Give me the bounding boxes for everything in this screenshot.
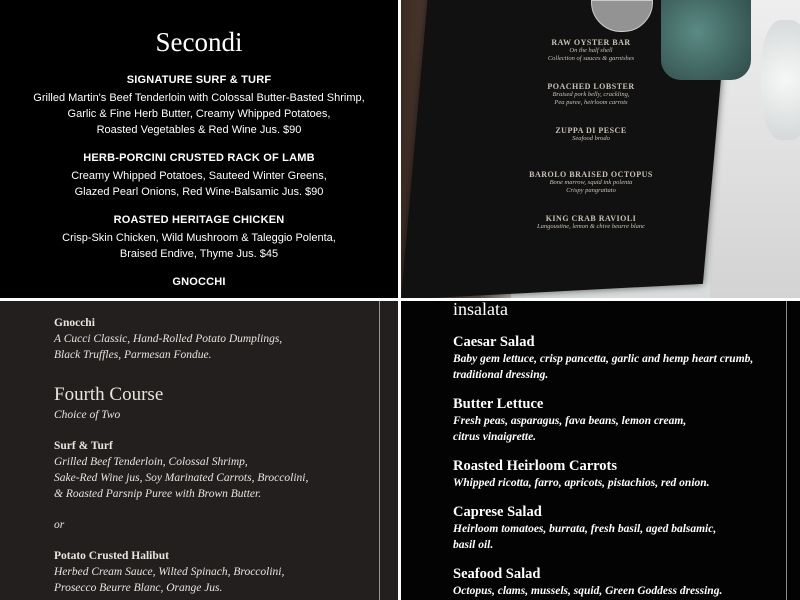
- fourth-course-panel: [0, 301, 398, 600]
- item-description: Pea puree, heirloom carrots: [554, 99, 628, 106]
- item-name: Surf & Turf: [54, 440, 113, 452]
- item-description: Black Truffles, Parmesan Fondue.: [54, 349, 212, 361]
- menu-card-text: [491, 38, 691, 258]
- dish-description: Roasted Vegetables & Red Wine Jus. $90: [96, 124, 302, 136]
- menu-dish: [0, 74, 398, 138]
- item-name: Butter Lettuce: [453, 396, 544, 412]
- item-name: Potato Crusted Halibut: [54, 550, 169, 562]
- item-description: Seafood brodo: [572, 135, 610, 142]
- item-description: traditional dressing.: [453, 369, 549, 381]
- menu-photo: [401, 0, 800, 298]
- secondi-title: Secondi: [155, 27, 243, 57]
- item-name: KING CRAB RAVIOLI: [545, 214, 637, 223]
- list-item: [453, 503, 783, 553]
- item-name: POACHED LOBSTER: [547, 82, 635, 91]
- dish-description: Braised Endive, Thyme Jus. $45: [119, 248, 279, 260]
- insalata-panel: [401, 301, 800, 600]
- dish-description: Creamy Whipped Potatoes, Sauteed Winter Greens,: [71, 170, 327, 182]
- item-description: Braised pork belly, crackling,: [552, 91, 630, 98]
- item-description: Crispy pangrattato: [566, 187, 616, 194]
- dish-description: Glazed Pearl Onions, Red Wine-Balsamic Jus. $90: [74, 186, 324, 198]
- divider: [786, 301, 787, 600]
- dish-description: Grilled Martin's Beef Tenderloin with Colossal Butter-Basted Shrimp,: [33, 92, 365, 104]
- dish-name: SIGNATURE SURF & TURF: [126, 74, 272, 86]
- list-item: [491, 38, 691, 82]
- list-item: [491, 170, 691, 214]
- item-description: Herbed Cream Sauce, Wilted Spinach, Broccolini,: [54, 566, 285, 578]
- item-description: citrus vinaigrette.: [453, 431, 537, 443]
- item-description: Whipped ricotta, farro, apricots, pistachios, red onion.: [453, 477, 710, 489]
- dish-description: Garlic & Fine Herb Butter, Creamy Whipped Potatoes,: [67, 108, 331, 120]
- list-item: [491, 214, 691, 258]
- menu-dish: [0, 276, 398, 288]
- item-description: Collection of sauces & garnishes: [547, 55, 635, 62]
- item-name: Gnocchi: [54, 317, 95, 329]
- item-description: Prosecco Beurre Blanc, Orange Jus.: [54, 582, 223, 594]
- list-item: [491, 126, 691, 170]
- item-name: Caprese Salad: [453, 504, 542, 520]
- course-subtitle: Choice of Two: [54, 409, 121, 421]
- item-name: RAW OYSTER BAR: [551, 38, 631, 47]
- item-description: Fresh peas, asparagus, fava beans, lemon cream,: [453, 415, 687, 427]
- dish-name: ROASTED HERITAGE CHICKEN: [113, 214, 285, 226]
- list-item: [491, 82, 691, 126]
- item-description: On the half shell: [569, 47, 613, 54]
- item-name: Caesar Salad: [453, 334, 535, 350]
- menu-dish: [0, 152, 398, 200]
- item-name: BAROLO BRAISED OCTOPUS: [529, 170, 653, 179]
- item-name: ZUPPA DI PESCE: [555, 126, 627, 135]
- dish-description: Crisp-Skin Chicken, Wild Mushroom & Taleggio Polenta,: [62, 232, 336, 244]
- item-description: Octopus, clams, mussels, squid, Green Goddess dressing.: [453, 585, 723, 597]
- dish-name: GNOCCHI: [172, 276, 226, 288]
- list-item: [453, 565, 783, 599]
- dish-name: HERB-PORCINI CRUSTED RACK OF LAMB: [83, 152, 315, 164]
- item-description: Heirloom tomatoes, burrata, fresh basil, aged balsamic,: [453, 523, 717, 535]
- item-name: Seafood Salad: [453, 566, 541, 582]
- item-description: Sake-Red Wine jus, Soy Marinated Carrots, Broccolini,: [54, 472, 309, 484]
- course-title: Fourth Course: [54, 384, 164, 405]
- item-description: A Cucci Classic, Hand-Rolled Potato Dumplings,: [54, 333, 283, 345]
- item-description: Langoustine, lemon & chive beurre blanc: [536, 223, 646, 230]
- item-description: Bone marrow, squid ink polenta: [549, 179, 633, 186]
- item-description: basil oil.: [453, 539, 494, 551]
- list-item: [453, 457, 783, 491]
- secondi-panel: [0, 0, 398, 298]
- list-item: [453, 333, 783, 383]
- item-name: Roasted Heirloom Carrots: [453, 458, 618, 474]
- or-separator: or: [54, 519, 65, 531]
- item-description: Grilled Beef Tenderloin, Colossal Shrimp,: [54, 456, 248, 468]
- flower-icon: [761, 20, 800, 140]
- section-heading: insalata: [453, 301, 508, 319]
- list-item: [453, 395, 783, 445]
- menu-dish: [0, 214, 398, 262]
- item-description: Baby gem lettuce, crisp pancetta, garlic and hemp heart crumb,: [453, 353, 754, 365]
- divider: [379, 301, 380, 600]
- item-description: & Roasted Parsnip Puree with Brown Butter.: [54, 488, 262, 500]
